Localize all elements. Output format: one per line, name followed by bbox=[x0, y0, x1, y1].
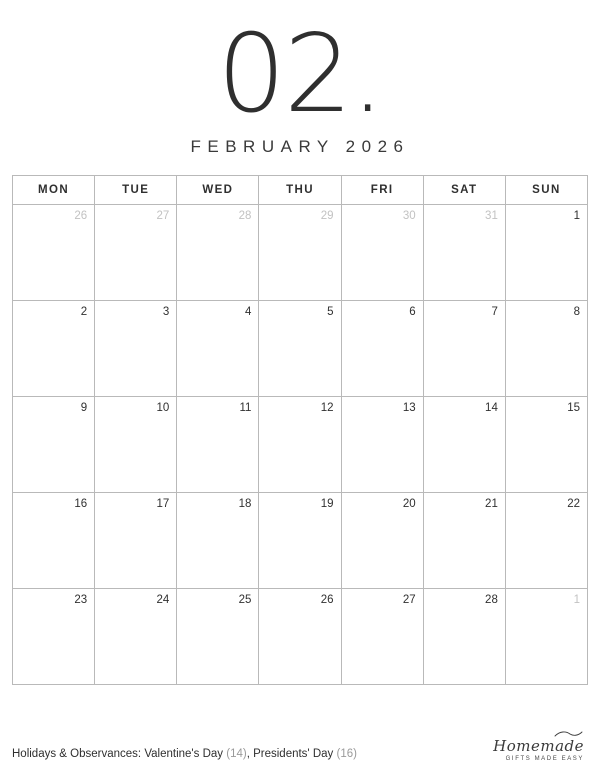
day-number: 15 bbox=[567, 402, 580, 415]
calendar-day-cell[interactable] bbox=[341, 397, 423, 493]
day-number: 17 bbox=[156, 498, 170, 511]
calendar-day-cell[interactable] bbox=[13, 397, 95, 493]
calendar-head bbox=[13, 176, 588, 205]
calendar-day-cell[interactable] bbox=[95, 397, 177, 493]
day-number: 12 bbox=[320, 402, 334, 415]
day-number: 26 bbox=[74, 210, 88, 223]
day-number: 27 bbox=[402, 594, 416, 607]
calendar-day-cell[interactable] bbox=[505, 493, 587, 589]
day-number: 9 bbox=[80, 402, 88, 415]
day-number: 29 bbox=[320, 210, 334, 223]
calendar-day-cell[interactable] bbox=[341, 589, 423, 685]
calendar-day-cell[interactable] bbox=[95, 301, 177, 397]
calendar-week-row bbox=[13, 205, 588, 301]
calendar-day-cell[interactable] bbox=[505, 589, 587, 685]
calendar-grid-wrapper bbox=[12, 175, 588, 685]
calendar-day-cell[interactable] bbox=[95, 493, 177, 589]
calendar-body bbox=[13, 205, 588, 685]
day-number: 20 bbox=[402, 498, 416, 511]
day-number: 6 bbox=[409, 306, 416, 319]
weekday-header-fri: FRI bbox=[341, 176, 423, 205]
day-number: 26 bbox=[320, 594, 334, 607]
day-number: 31 bbox=[485, 210, 498, 223]
day-number: 1 bbox=[573, 594, 580, 607]
calendar-day-cell[interactable] bbox=[423, 205, 505, 301]
calendar-day-cell[interactable] bbox=[423, 301, 505, 397]
weekday-header-row bbox=[13, 176, 588, 205]
weekday-header-mon: MON bbox=[13, 176, 95, 205]
calendar-day-cell[interactable] bbox=[505, 301, 587, 397]
brand-logo bbox=[493, 730, 588, 762]
day-number: 1 bbox=[573, 210, 580, 223]
day-number: 7 bbox=[491, 306, 498, 319]
calendar-day-cell[interactable] bbox=[13, 301, 95, 397]
calendar-table bbox=[12, 175, 588, 685]
calendar-day-cell[interactable] bbox=[13, 493, 95, 589]
calendar-day-cell[interactable] bbox=[177, 493, 259, 589]
day-number: 14 bbox=[485, 402, 498, 415]
calendar-day-cell[interactable] bbox=[341, 301, 423, 397]
holidays-observances bbox=[12, 747, 357, 762]
weekday-header-wed: WED bbox=[177, 176, 259, 205]
calendar-day-cell[interactable] bbox=[341, 493, 423, 589]
holiday-name-presidents: Presidents' Day bbox=[253, 748, 334, 761]
calendar-week-row bbox=[13, 589, 588, 685]
day-number: 4 bbox=[245, 306, 252, 319]
month-name-year: FEBRUARY 2026 bbox=[190, 137, 410, 157]
calendar-day-cell[interactable] bbox=[13, 589, 95, 685]
weekday-header-tue: TUE bbox=[95, 176, 177, 205]
day-number: 11 bbox=[239, 402, 252, 415]
calendar-day-cell[interactable] bbox=[505, 205, 587, 301]
calendar-week-row bbox=[13, 397, 588, 493]
day-number: 13 bbox=[402, 402, 416, 415]
weekday-header-sun: SUN bbox=[505, 176, 587, 205]
page-footer bbox=[12, 730, 588, 762]
day-number: 8 bbox=[573, 306, 580, 319]
calendar-day-cell[interactable] bbox=[259, 205, 341, 301]
calendar-day-cell[interactable] bbox=[95, 589, 177, 685]
day-number: 21 bbox=[485, 498, 498, 511]
calendar-day-cell[interactable] bbox=[259, 589, 341, 685]
calendar-day-cell[interactable] bbox=[95, 205, 177, 301]
brand-name: Homemade bbox=[493, 737, 584, 755]
holiday-name-valentines: Valentine's Day bbox=[144, 748, 224, 761]
calendar-day-cell[interactable] bbox=[423, 589, 505, 685]
day-number: 3 bbox=[162, 306, 170, 319]
calendar-day-cell[interactable] bbox=[341, 205, 423, 301]
calendar-day-cell[interactable] bbox=[177, 589, 259, 685]
day-number: 28 bbox=[485, 594, 498, 607]
day-number: 22 bbox=[567, 498, 580, 511]
day-number: 5 bbox=[327, 306, 334, 319]
calendar-day-cell[interactable] bbox=[423, 397, 505, 493]
day-number: 2 bbox=[80, 306, 88, 319]
calendar-header bbox=[0, 0, 600, 157]
day-number: 25 bbox=[238, 594, 252, 607]
calendar-day-cell[interactable] bbox=[259, 301, 341, 397]
holiday-separator: , bbox=[246, 748, 250, 761]
month-number: 02. bbox=[217, 12, 383, 137]
day-number: 27 bbox=[156, 210, 170, 223]
calendar-day-cell[interactable] bbox=[177, 397, 259, 493]
day-number: 24 bbox=[156, 594, 170, 607]
weekday-header-sat: SAT bbox=[423, 176, 505, 205]
holiday-date-valentines: (14) bbox=[226, 748, 247, 761]
day-number: 28 bbox=[238, 210, 252, 223]
calendar-week-row bbox=[13, 301, 588, 397]
weekday-header-thu: THU bbox=[259, 176, 341, 205]
calendar-day-cell[interactable] bbox=[177, 301, 259, 397]
day-number: 23 bbox=[74, 594, 88, 607]
day-number: 19 bbox=[320, 498, 334, 511]
calendar-day-cell[interactable] bbox=[423, 493, 505, 589]
calendar-day-cell[interactable] bbox=[259, 493, 341, 589]
calendar-week-row bbox=[13, 493, 588, 589]
holiday-date-presidents: (16) bbox=[336, 748, 357, 761]
holidays-label: Holidays & Observances: bbox=[12, 748, 142, 761]
day-number: 10 bbox=[156, 402, 170, 415]
day-number: 16 bbox=[74, 498, 88, 511]
calendar-day-cell[interactable] bbox=[505, 397, 587, 493]
calendar-day-cell[interactable] bbox=[177, 205, 259, 301]
brand-tagline: GIFTS MADE EASY bbox=[505, 756, 584, 762]
day-number: 30 bbox=[402, 210, 416, 223]
day-number: 18 bbox=[238, 498, 252, 511]
calendar-day-cell[interactable] bbox=[13, 205, 95, 301]
calendar-day-cell[interactable] bbox=[259, 397, 341, 493]
